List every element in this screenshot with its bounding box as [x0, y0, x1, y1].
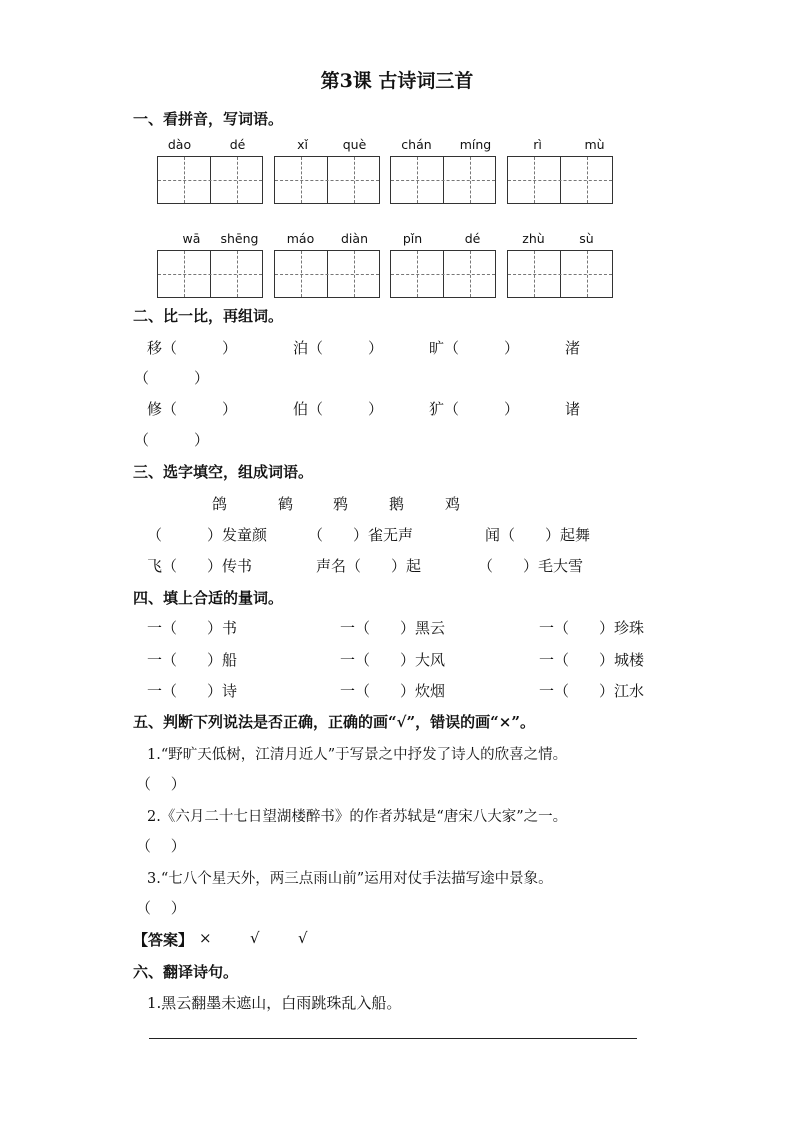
choice-char: 鹤 [278, 495, 294, 513]
translate-item: 1.黑云翻墨未遮山，白雨跳珠乱入船。 [147, 994, 402, 1012]
pinyin: diàn [341, 231, 368, 246]
pinyin: pǐn [402, 231, 423, 246]
judge-statement: 1.“野旷天低树，江清月近人”于写景之中抒发了诗人的欣喜之情。 [147, 747, 568, 763]
pinyin: wā [182, 231, 201, 246]
section-3-heading: 三、选字填空，组成词语。 [133, 463, 314, 481]
judge-paren: （ ） [136, 775, 186, 793]
section-1-heading: 一、看拼音，写词语。 [133, 110, 284, 128]
judge-statement: 2.《六月二十七日望湖楼醉书》的作者苏轼是“唐宋八大家”之一。 [147, 809, 568, 825]
choice-char: 鹅 [389, 495, 405, 513]
measure-item: 一（ ）城楼 [539, 651, 645, 669]
answer-line[interactable] [149, 1038, 637, 1039]
answer-mark: √ [250, 929, 260, 947]
compare-item: 修（ ） [147, 400, 238, 418]
section-6-heading: 六、翻译诗句。 [133, 963, 239, 981]
compare-blank: （ ） [134, 431, 210, 449]
measure-item: 一（ ）黑云 [340, 619, 446, 637]
writing-box[interactable] [157, 156, 263, 204]
choice-char: 鸡 [445, 495, 461, 513]
pinyin: xǐ [297, 137, 308, 152]
writing-box[interactable] [390, 156, 496, 204]
compare-item: 犷（ ） [429, 400, 520, 418]
pinyin: zhù [522, 231, 545, 246]
pinyin: míng [459, 137, 492, 152]
pinyin: dé [464, 231, 481, 246]
writing-box[interactable] [274, 156, 380, 204]
judge-paren: （ ） [136, 837, 186, 855]
compare-item: 旷（ ） [429, 339, 520, 357]
compare-item: 诸 [565, 400, 581, 418]
fill-item: （ ）雀无声 [308, 526, 414, 544]
answer-mark: × [199, 929, 212, 947]
judge-paren: （ ） [136, 899, 186, 917]
pinyin: rì [533, 137, 542, 152]
pinyin: shēng [220, 231, 259, 246]
pinyin: máo [286, 231, 315, 246]
writing-box[interactable] [390, 250, 496, 298]
section-4-heading: 四、填上合适的量词。 [133, 589, 284, 607]
pinyin: dé [229, 137, 246, 152]
answer-mark: √ [298, 929, 308, 947]
writing-box[interactable] [507, 250, 613, 298]
compare-item: 伯（ ） [293, 400, 384, 418]
judge-statement: 3.“七八个星天外，两三点雨山前”运用对仗手法描写途中景象。 [147, 871, 553, 887]
fill-item: 闻（ ）起舞 [485, 526, 591, 544]
measure-item: 一（ ）书 [147, 619, 238, 637]
compare-blank: （ ） [134, 369, 210, 387]
fill-item: 声名（ ）起 [316, 557, 422, 575]
compare-item: 泊（ ） [293, 339, 384, 357]
choice-char: 鸦 [333, 495, 349, 513]
pinyin: dào [167, 137, 192, 152]
compare-item: 移（ ） [147, 339, 238, 357]
measure-item: 一（ ）大风 [340, 651, 446, 669]
pinyin: mù [584, 137, 605, 152]
fill-item: 飞（ ）传书 [147, 557, 253, 575]
answer-label: 【答案】 [133, 931, 194, 949]
compare-item: 渚 [565, 339, 581, 357]
pinyin: sù [579, 231, 594, 246]
section-2-heading: 二、比一比，再组词。 [133, 307, 284, 325]
measure-item: 一（ ）珍珠 [539, 619, 645, 637]
choice-char: 鸽 [212, 495, 228, 513]
measure-item: 一（ ）诗 [147, 682, 238, 700]
writing-box[interactable] [274, 250, 380, 298]
section-5-heading: 五、判断下列说法是否正确，正确的画“√”，错误的画“×”。 [133, 713, 535, 731]
measure-item: 一（ ）江水 [539, 682, 645, 700]
page-title: 第3课 古诗词三首 [320, 70, 474, 92]
writing-box[interactable] [507, 156, 613, 204]
measure-item: 一（ ）炊烟 [340, 682, 446, 700]
pinyin: chán [401, 137, 432, 152]
fill-item: （ ）毛大雪 [478, 557, 584, 575]
measure-item: 一（ ）船 [147, 651, 238, 669]
writing-box[interactable] [157, 250, 263, 298]
pinyin: què [342, 137, 367, 152]
fill-item: （ ）发童颜 [147, 526, 268, 544]
